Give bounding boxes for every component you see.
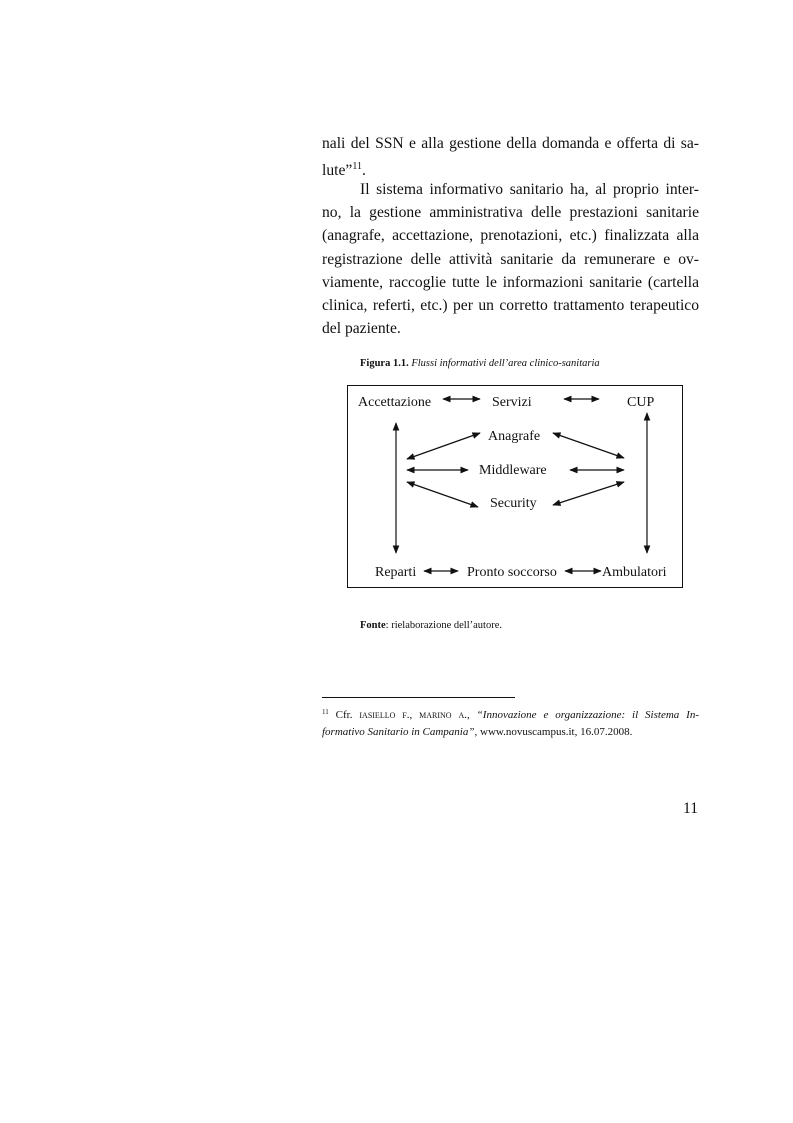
footnote-line-2: [322, 724, 699, 741]
flow-diagram: [347, 385, 683, 588]
body-line-5: (anagrafe, accettazione, prenotazioni, etc.) finalizzata alla: [322, 227, 699, 244]
figure-label: Figura 1.1.: [360, 358, 409, 369]
body-line-6: registrazione delle attività sanitarie da remunerare e ov-: [322, 251, 699, 268]
arrow-left-anagrafe: [407, 433, 480, 459]
diagram-frame: [348, 386, 683, 588]
footnote-number: 11: [322, 708, 329, 716]
body-line-1: nali del SSN e alla gestione della domanda e offerta di sa-: [322, 135, 699, 152]
body-line-3: Il sistema informativo sanitario ha, al proprio inter-: [360, 181, 699, 198]
footnote-reference[interactable]: 11: [352, 161, 362, 172]
figure-source: [360, 620, 502, 631]
body-line-9: del paziente.: [322, 320, 401, 337]
node-reparti: Reparti: [375, 565, 417, 580]
node-middleware: Middleware: [479, 463, 547, 478]
arrow-anagrafe-right: [553, 433, 624, 458]
footnote-authors: iasiello f., marino a.: [359, 709, 468, 721]
body-line-4: no, la gestione amministrativa delle prestazioni sanitarie: [322, 204, 699, 221]
footnote-line-1: $^{11}$ Cfr. iasiello f., marino a., “Innovazione e organizzazione: il Sistema In-: [322, 708, 699, 721]
source-label: Fonte: [360, 620, 386, 631]
figure-title: Flussi informativi dell’area clinico-sanitaria: [411, 358, 600, 369]
footnote-rest: , www.novuscampus.it, 16.07.2008.: [474, 726, 633, 738]
arrow-security-right: [553, 482, 624, 505]
node-security: Security: [490, 496, 537, 511]
footnote-title-2: formativo Sanitario in Campania”: [322, 726, 475, 738]
node-cup: CUP: [627, 395, 655, 410]
source-text: : rielaborazione dell’autore.: [385, 620, 502, 631]
figure-caption: [360, 358, 600, 369]
node-servizi: Servizi: [492, 395, 532, 410]
node-accettazione: Accettazione: [358, 395, 432, 410]
body-line-2: lute”$^{11}$.: [322, 161, 366, 180]
body-line-7: viamente, raccoglie tutte le informazioni sanitarie (cartella: [322, 274, 699, 291]
body-line-8: clinica, referti, etc.) per un corretto trattamento terapeutico: [322, 297, 699, 314]
page-number: 11: [683, 800, 699, 817]
node-pronto-soccorso: Pronto soccorso: [467, 565, 557, 580]
footnote: [322, 704, 699, 741]
footnote-separator: [322, 697, 515, 698]
node-anagrafe: Anagrafe: [488, 429, 541, 444]
arrow-left-security: [407, 482, 478, 507]
footnote-title-1: “Innovazione e organizzazione: il Sistema In-: [476, 709, 699, 721]
node-ambulatori: Ambulatori: [602, 565, 667, 580]
